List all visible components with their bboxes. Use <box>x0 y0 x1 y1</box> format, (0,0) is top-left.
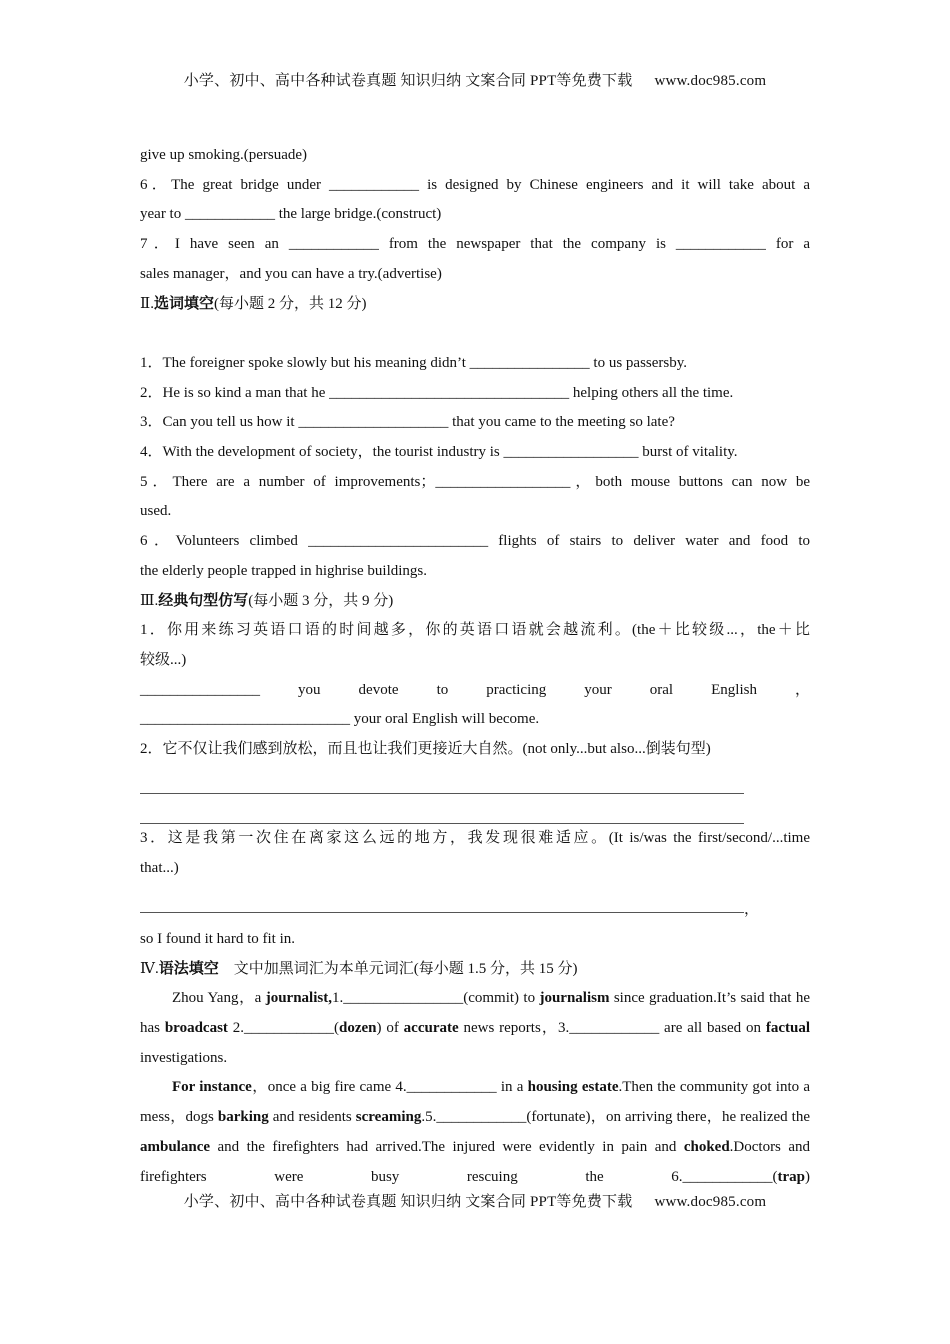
section-4-number: Ⅳ. <box>140 960 159 977</box>
section-4-title: 语法填空 <box>158 960 219 977</box>
s2-question-1: 1．The foreigner spoke slowly but his meaning didn’t ________________ to us passersby. <box>140 354 688 371</box>
s3-question-1-line-3: ________________ you devote to practicing your oral English ， <box>140 681 810 698</box>
text-run: 1.________________(commit) to <box>331 990 540 1007</box>
s3-question-3-line-4: so I found it hard to fit in. <box>140 930 295 947</box>
text-run: since graduation.It’s said that he has <box>140 990 810 1037</box>
section-2-heading <box>140 290 810 320</box>
vocab-word: screaming <box>355 1109 422 1126</box>
section-3-note: (每小题 3 分，共 9 分) <box>248 592 394 609</box>
vocab-word: For instance <box>172 1079 252 1096</box>
s1-question-6-line-1: 6．The great bridge under ____________ is designed by Chinese engineers and it will take about a <box>140 176 810 193</box>
spacer <box>140 319 810 349</box>
s3-question-3-line-2: that...) <box>140 859 179 876</box>
text-run: ) <box>805 1168 810 1185</box>
s1-question-6-line-2: year to ____________ the large bridge.(construct) <box>140 206 442 223</box>
text-run: .Doctors and firefighters were busy rescuing the 6.____________( <box>140 1138 811 1185</box>
header-text: 小学、初中、高中各种试卷真题 知识归纳 文案合同 PPT等免费下载 <box>183 73 633 89</box>
grammar-paragraph-2 <box>140 1073 810 1192</box>
vocab-word: barking <box>217 1109 269 1126</box>
text-run: 2.____________( <box>227 1020 339 1037</box>
section-4-description: 文中加黑词汇为本单元词汇(每小题 1.5 分，共 15 分) <box>233 960 578 977</box>
footer-site: www.doc985.com <box>654 1194 767 1210</box>
vocab-word: journalist, <box>265 990 332 1007</box>
section-3-title: 经典句型仿写 <box>158 592 249 609</box>
s3-question-1-line-2: 较级...) <box>140 651 187 668</box>
vocab-word: choked <box>683 1138 730 1155</box>
answer-line[interactable] <box>140 765 744 795</box>
s2-question-6-line-1: 6．Volunteers climbed ________________________ flights of stairs to deliver water and food to <box>140 533 810 550</box>
s1-question-7-line-2: sales manager，and you can have a try.(advertise) <box>140 265 442 282</box>
s1-question-7-line-1: 7．I have seen an ____________ from the newspaper that the company is ____________ for a <box>140 236 810 253</box>
s2-question-6-line-2: the elderly people trapped in highrise buildings. <box>140 562 428 579</box>
text-run: ) of <box>376 1020 404 1037</box>
s3-question-3-answer <box>140 884 810 925</box>
text-run: Zhou Yang，a <box>172 990 266 1007</box>
s2-question-5-line-2: used. <box>140 503 172 520</box>
header-site: www.doc985.com <box>654 73 767 89</box>
section-2-title: 选词填空 <box>153 295 214 312</box>
text-run: .Then the community got into a mess，dogs <box>140 1079 810 1126</box>
text-run: and residents <box>268 1109 356 1126</box>
page-header <box>0 69 950 90</box>
text-run: investigations. <box>140 1049 228 1066</box>
s3-question-1-line-4: ____________________________ your oral English will become. <box>140 711 540 728</box>
text-run: and the firefighters had arrived.The injured were evidently in pain and <box>210 1138 684 1155</box>
vocab-word: broadcast <box>164 1020 228 1037</box>
section-3-number: Ⅲ. <box>140 592 159 609</box>
s2-question-2: 2．He is so kind a man that he ________________________________ helping others all the time. <box>140 384 734 401</box>
grammar-paragraph-1 <box>140 984 810 1073</box>
section-4-heading <box>140 955 810 985</box>
vocab-word: accurate <box>403 1020 459 1037</box>
text-run: .5.____________(fortunate)，on arriving there，he realized the <box>421 1109 810 1126</box>
section-3-heading <box>140 587 810 617</box>
s1-line-0: give up smoking.(persuade) <box>140 147 308 163</box>
page-footer <box>0 1190 950 1211</box>
s2-question-4: 4．With the development of society，the tourist industry is __________________ burst of vitality. <box>140 444 738 461</box>
s3-question-2: 2．它不仅让我们感到放松，而且也让我们更接近大自然。(not only...but also...倒装句型) <box>140 741 711 758</box>
answer-line[interactable] <box>140 884 744 914</box>
footer-text: 小学、初中、高中各种试卷真题 知识归纳 文案合同 PPT等免费下载 <box>183 1194 633 1210</box>
s2-question-3: 3．Can you tell us how it ____________________ that you came to the meeting so late? <box>140 414 675 431</box>
text-run: news reports，3.____________ are all based on <box>458 1020 766 1037</box>
section-2-number: Ⅱ. <box>140 295 154 312</box>
comma: ， <box>744 901 760 918</box>
vocab-word: dozen <box>339 1020 377 1037</box>
vocab-word: housing estate <box>527 1079 619 1096</box>
text-run: ，once a big fire came 4.____________ in a <box>251 1079 528 1096</box>
vocab-word: journalism <box>539 990 610 1007</box>
vocab-word: factual <box>765 1020 811 1037</box>
answer-line[interactable] <box>140 794 744 824</box>
s3-question-1-line-1: 1．你用来练习英语口语的时间越多，你的英语口语就会越流利。(the＋比较级...，the＋比 <box>140 622 810 639</box>
worksheet-content <box>140 141 810 1192</box>
section-2-note: (每小题 2 分，共 12 分) <box>213 295 367 312</box>
vocab-word: ambulance <box>140 1138 211 1155</box>
s2-question-5-line-1: 5．There are a number of improvements；__________________，both mouse buttons can now be <box>140 473 810 490</box>
s3-question-3-line-1: 3．这是我第一次住在离家这么远的地方，我发现很难适应。(It is/was the first/second/...time <box>140 830 810 847</box>
vocab-word: trap <box>777 1168 805 1185</box>
